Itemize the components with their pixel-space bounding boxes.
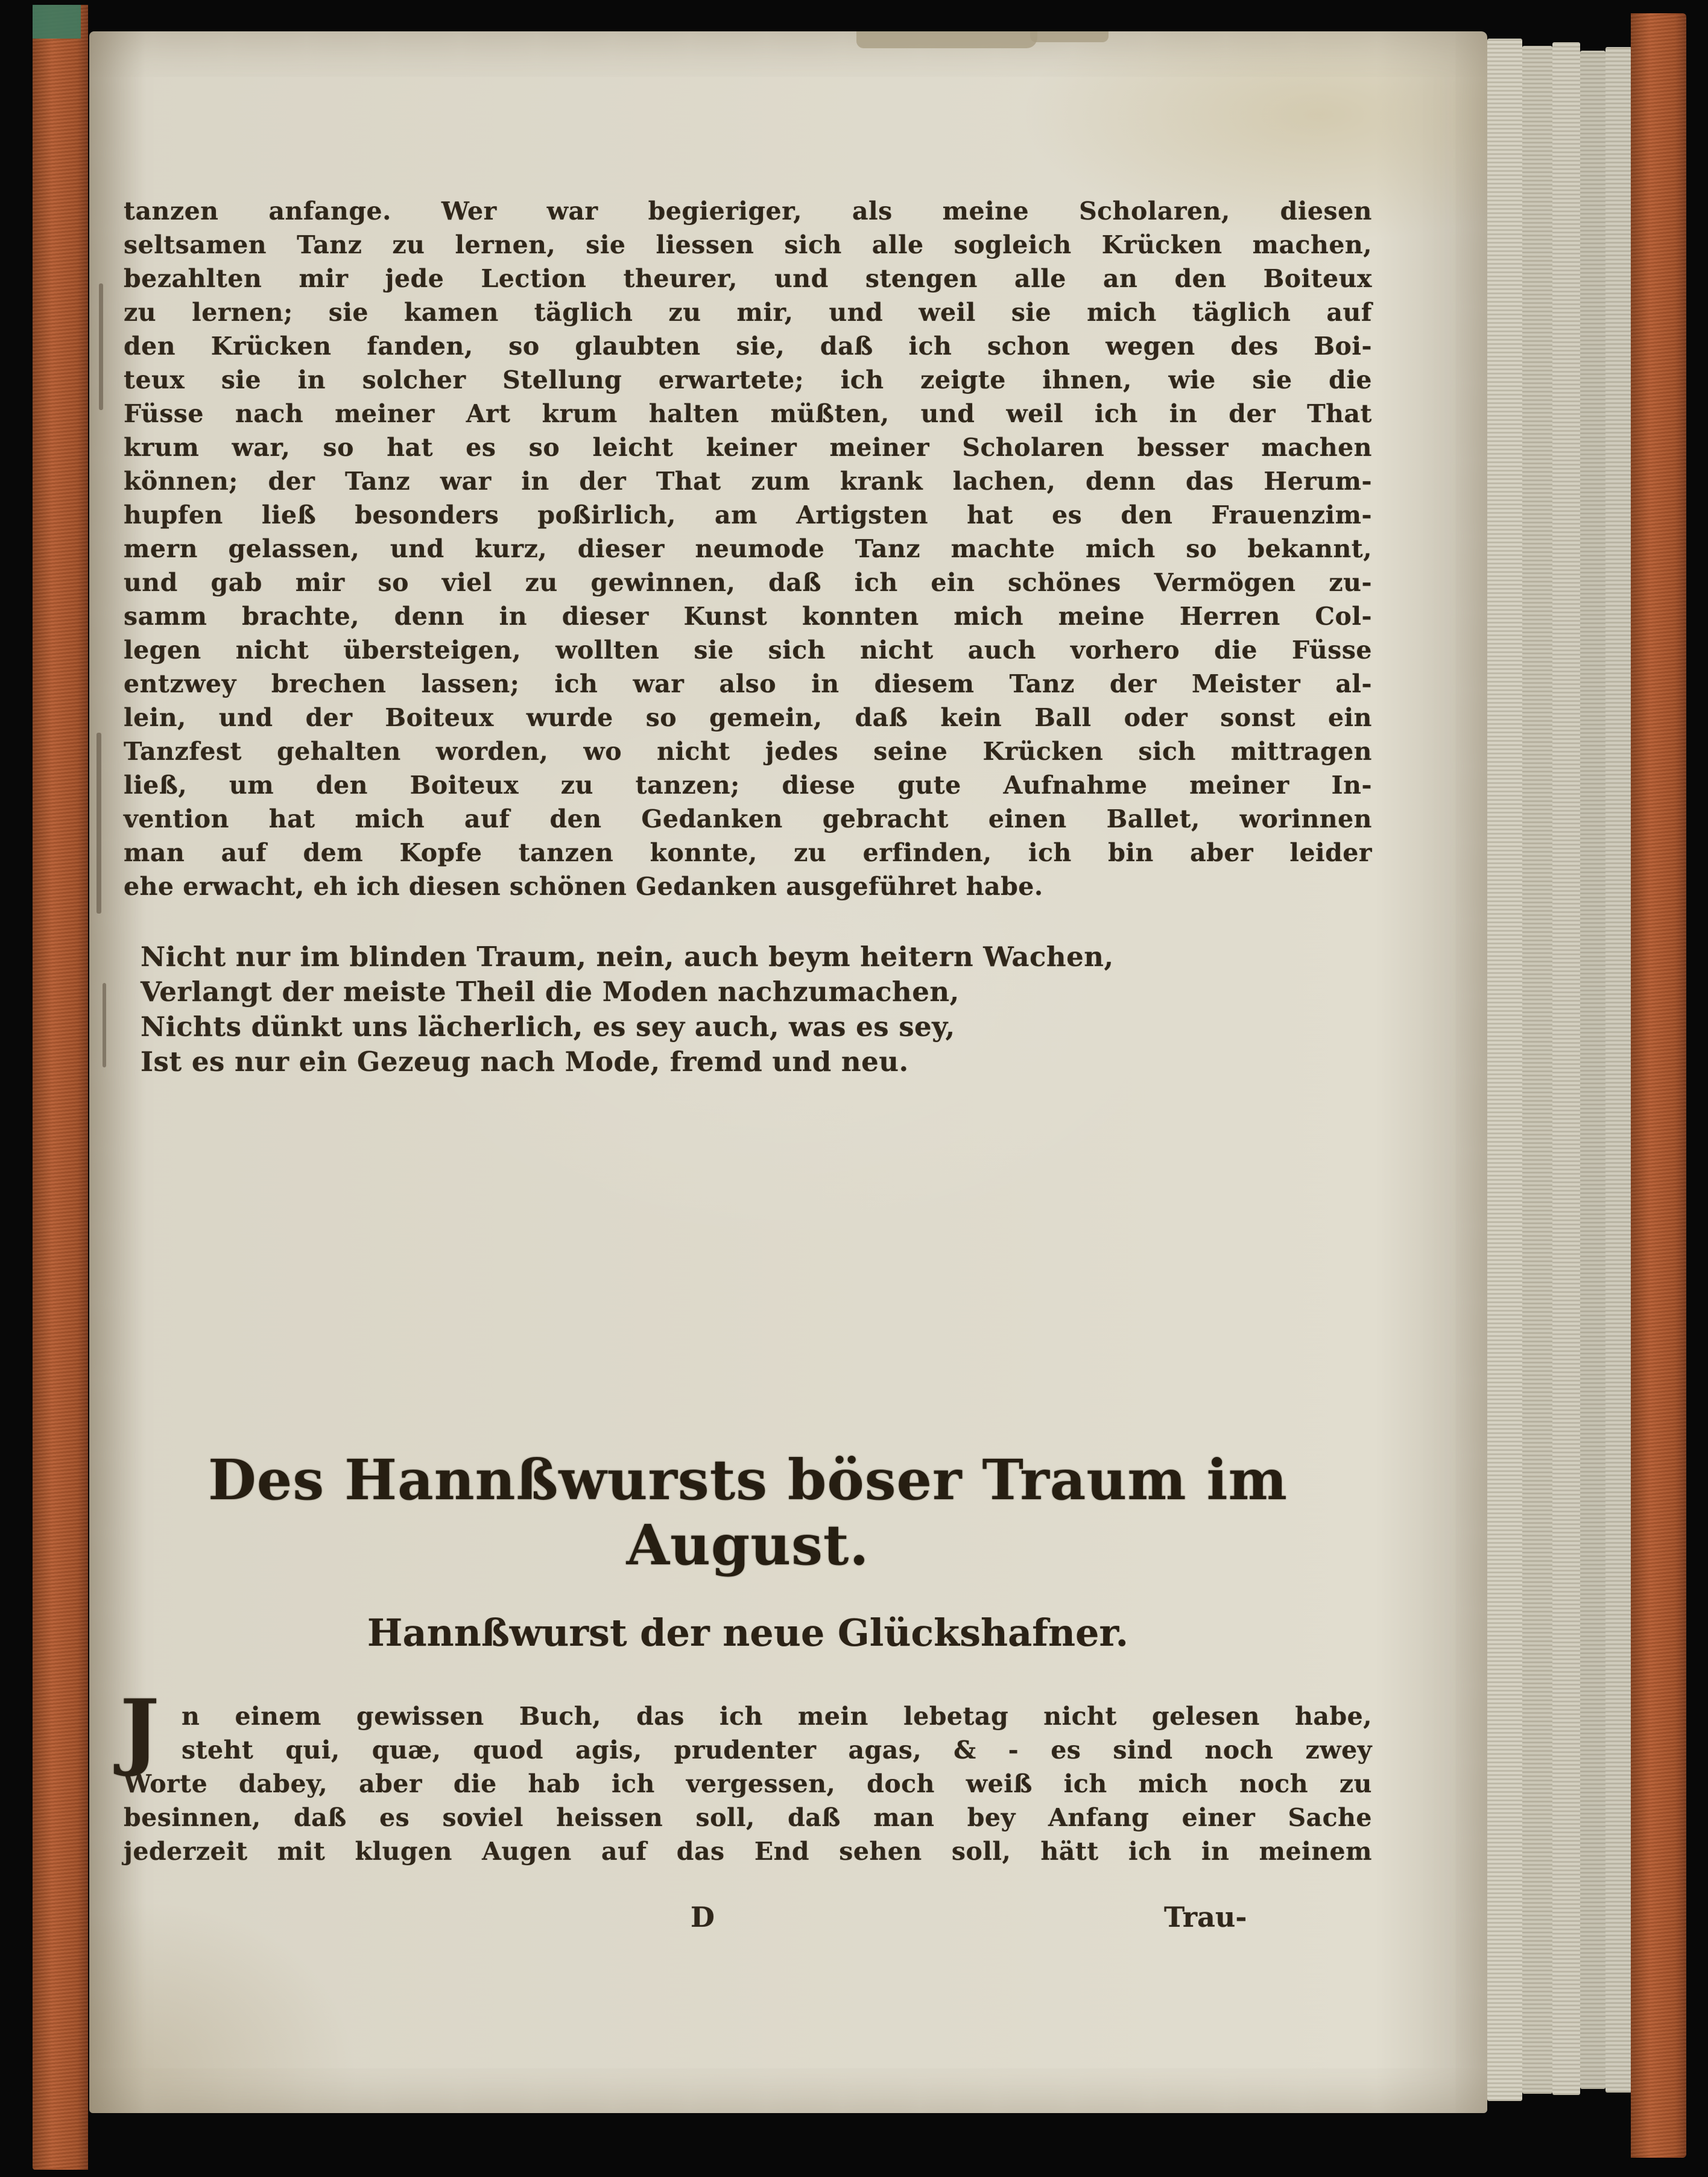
text-line: samm brachte, denn in dieser Kunst konnten mich meine Herren Col-: [124, 602, 1372, 631]
text-line: man auf dem Kopfe tanzen konnte, zu erfinden, ich bin aber leider: [124, 838, 1372, 867]
paper-tear-detail: [1030, 31, 1109, 42]
text-line: seltsamen Tanz zu lernen, sie liessen sich alle sogleich Krücken machen,: [124, 230, 1372, 259]
binding-crease-mark: [103, 983, 106, 1067]
text-line: hupfen ließ besonders poßirlich, am Artigsten hat es den Frauenzim-: [124, 501, 1372, 529]
page-block-edge: [1580, 51, 1605, 2089]
text-line: zu lernen; sie kamen täglich zu mir, und weil sie mich täglich auf: [124, 298, 1372, 327]
text-line: Worte dabey, aber die hab ich vergessen, doch weiß ich mich noch zu: [124, 1769, 1372, 1798]
text-line: und gab mir so viel zu gewinnen, daß ich ein schönes Vermögen zu-: [124, 568, 1372, 597]
text-line: besinnen, daß es soviel heissen soll, daß man bey Anfang einer Sache: [124, 1803, 1372, 1832]
text-line: teux sie in solcher Stellung erwartete; ich zeigte ihnen, wie sie die: [124, 365, 1372, 394]
text-line: Nichts dünkt uns lächerlich, es sey auch, was es sey,: [141, 1011, 955, 1043]
book-page: [89, 31, 1487, 2113]
text-line: entzwey brechen lassen; ich war also in diesem Tanz der Meister al-: [124, 669, 1372, 698]
chapter-heading: Des Hannßwursts böser Traum im August.: [208, 1447, 1288, 1578]
text-line: Nicht nur im blinden Traum, nein, auch beym heitern Wachen,: [141, 941, 1114, 973]
text-line: können; der Tanz war in der That zum krank lachen, denn das Herum-: [124, 467, 1372, 496]
body-paragraph: [124, 194, 1372, 903]
signature-line: [124, 1901, 1372, 1938]
book-cover-left-edge: [33, 5, 88, 2170]
page-text-block: [120, 194, 1372, 1938]
text-line: Tanzfest gehalten worden, wo nicht jedes seine Krücken sich mittragen: [124, 737, 1372, 766]
text-line: bezahlten mir jede Lection theurer, und stengen alle an den Boiteux: [124, 264, 1372, 293]
text-line: steht qui, quæ, quod agis, prudenter agas, & - es sind noch zwey: [182, 1736, 1372, 1765]
text-line: tanzen anfange. Wer war begieriger, als meine Scholaren, diesen: [124, 197, 1372, 226]
paper-tear-detail: [856, 31, 1037, 48]
text-line: mern gelassen, und kurz, dieser neumode Tanz machte mich so bekannt,: [124, 534, 1372, 563]
text-line: Verlangt der meiste Theil die Moden nachzumachen,: [141, 976, 960, 1008]
text-line: krum war, so hat es so leicht keiner meiner Scholaren besser machen: [124, 433, 1372, 462]
text-line: legen nicht übersteigen, wollten sie sich nicht auch vorhero die Füsse: [124, 636, 1372, 665]
page-block-edge: [1552, 42, 1580, 2095]
page-block-edge: [1487, 39, 1522, 2101]
text-line: n einem gewissen Buch, das ich mein lebetag nicht gelesen habe,: [182, 1702, 1372, 1731]
book-cover-right-edge: [1631, 13, 1686, 2158]
book-corner-green-detail: [33, 5, 81, 39]
drop-cap-initial: J: [120, 1681, 160, 1779]
page-block-edge: [1522, 46, 1552, 2094]
text-line: lein, und der Boiteux wurde so gemein, daß kein Ball oder sonst ein: [124, 703, 1372, 732]
text-line: Ist es nur ein Gezeug nach Mode, fremd und neu.: [141, 1046, 909, 1078]
text-line: vention hat mich auf den Gedanken gebracht einen Ballet, worinnen: [124, 804, 1372, 833]
text-line: ehe erwacht, eh ich diesen schönen Gedanken ausgeführet habe.: [124, 872, 1043, 901]
text-line: den Krücken fanden, so glaubten sie, daß ich schon wegen des Boi-: [124, 332, 1372, 361]
text-line: ließ, um den Boiteux zu tanzen; diese gute Aufnahme meiner In-: [124, 771, 1372, 800]
binding-crease-mark: [96, 733, 101, 914]
catchword: Trau-: [1164, 1901, 1247, 1933]
opening-paragraph: [120, 1681, 1372, 1868]
binding-crease-mark: [99, 283, 103, 410]
chapter-subheading: Hannßwurst der neue Glückshafner.: [367, 1611, 1129, 1655]
text-line: Füsse nach meiner Art krum halten müßten, und weil ich in der That: [124, 399, 1372, 428]
signature-mark: D: [691, 1901, 715, 1933]
verse-stanza: [124, 940, 1372, 1079]
text-line: jederzeit mit klugen Augen auf das End sehen soll, hätt ich in meinem: [124, 1837, 1372, 1866]
page-block-edge: [1605, 47, 1632, 2093]
